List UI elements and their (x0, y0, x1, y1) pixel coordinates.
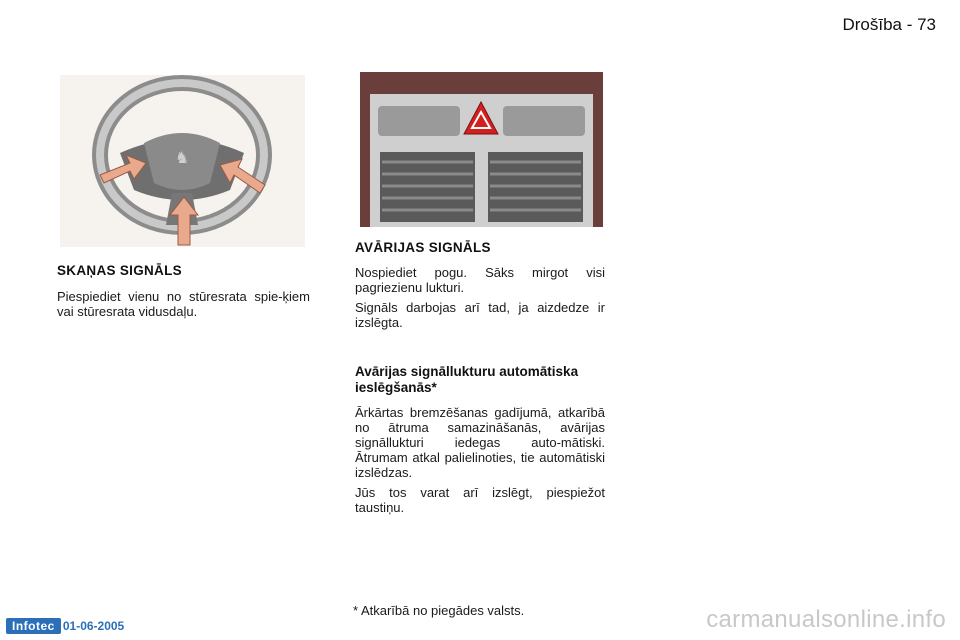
auto-hazard-title: Avārijas signāllukturu automātiska ieslēgšanās* (355, 364, 579, 395)
page-header: Drošība - 73 (842, 15, 936, 34)
svg-text:♞: ♞ (174, 148, 190, 167)
steering-wheel-icon (60, 75, 305, 247)
horn-title: SKAŅAS SIGNĀLS (57, 263, 182, 278)
hazard-paragraph: Signāls darbojas arī tad, ja aizdedze ir izslēgta. (355, 300, 605, 330)
print-date: 01-06-2005 (62, 619, 125, 633)
footnote: * Atkarībā no piegādes valsts. (353, 603, 525, 618)
hazard-title: AVĀRIJAS SIGNĀLS (355, 240, 491, 255)
infotec-logo: Infotec (6, 618, 61, 634)
hazard-section (355, 240, 605, 335)
footer-brand (6, 618, 124, 634)
auto-hazard-paragraph: Jūs tos varat arī izslēgt, piespiežot taustiņu. (355, 485, 605, 515)
watermark: carmanualsonline.info (706, 606, 946, 633)
steering-wheel-illustration (60, 75, 305, 247)
hazard-paragraph: Nospiediet pogu. Sāks mirgot visi pagriezienu lukturi. (355, 265, 605, 295)
horn-text: Piespiediet vienu no stūresrata spie-ķiem vai stūresrata vidusdaļu. (57, 289, 310, 319)
auto-hazard-section (355, 364, 605, 520)
horn-section (57, 263, 310, 324)
hazard-button-illustration (360, 72, 603, 227)
dashboard-vents-icon (360, 72, 603, 227)
auto-hazard-paragraph: Ārkārtas bremzēšanas gadījumā, atkarībā no ātruma samazināšanās, avārijas signāllukturi iedegas auto-mātiski. Ātrumam atkal palielinoties, tie automātiski izslēdzas. (355, 405, 605, 480)
